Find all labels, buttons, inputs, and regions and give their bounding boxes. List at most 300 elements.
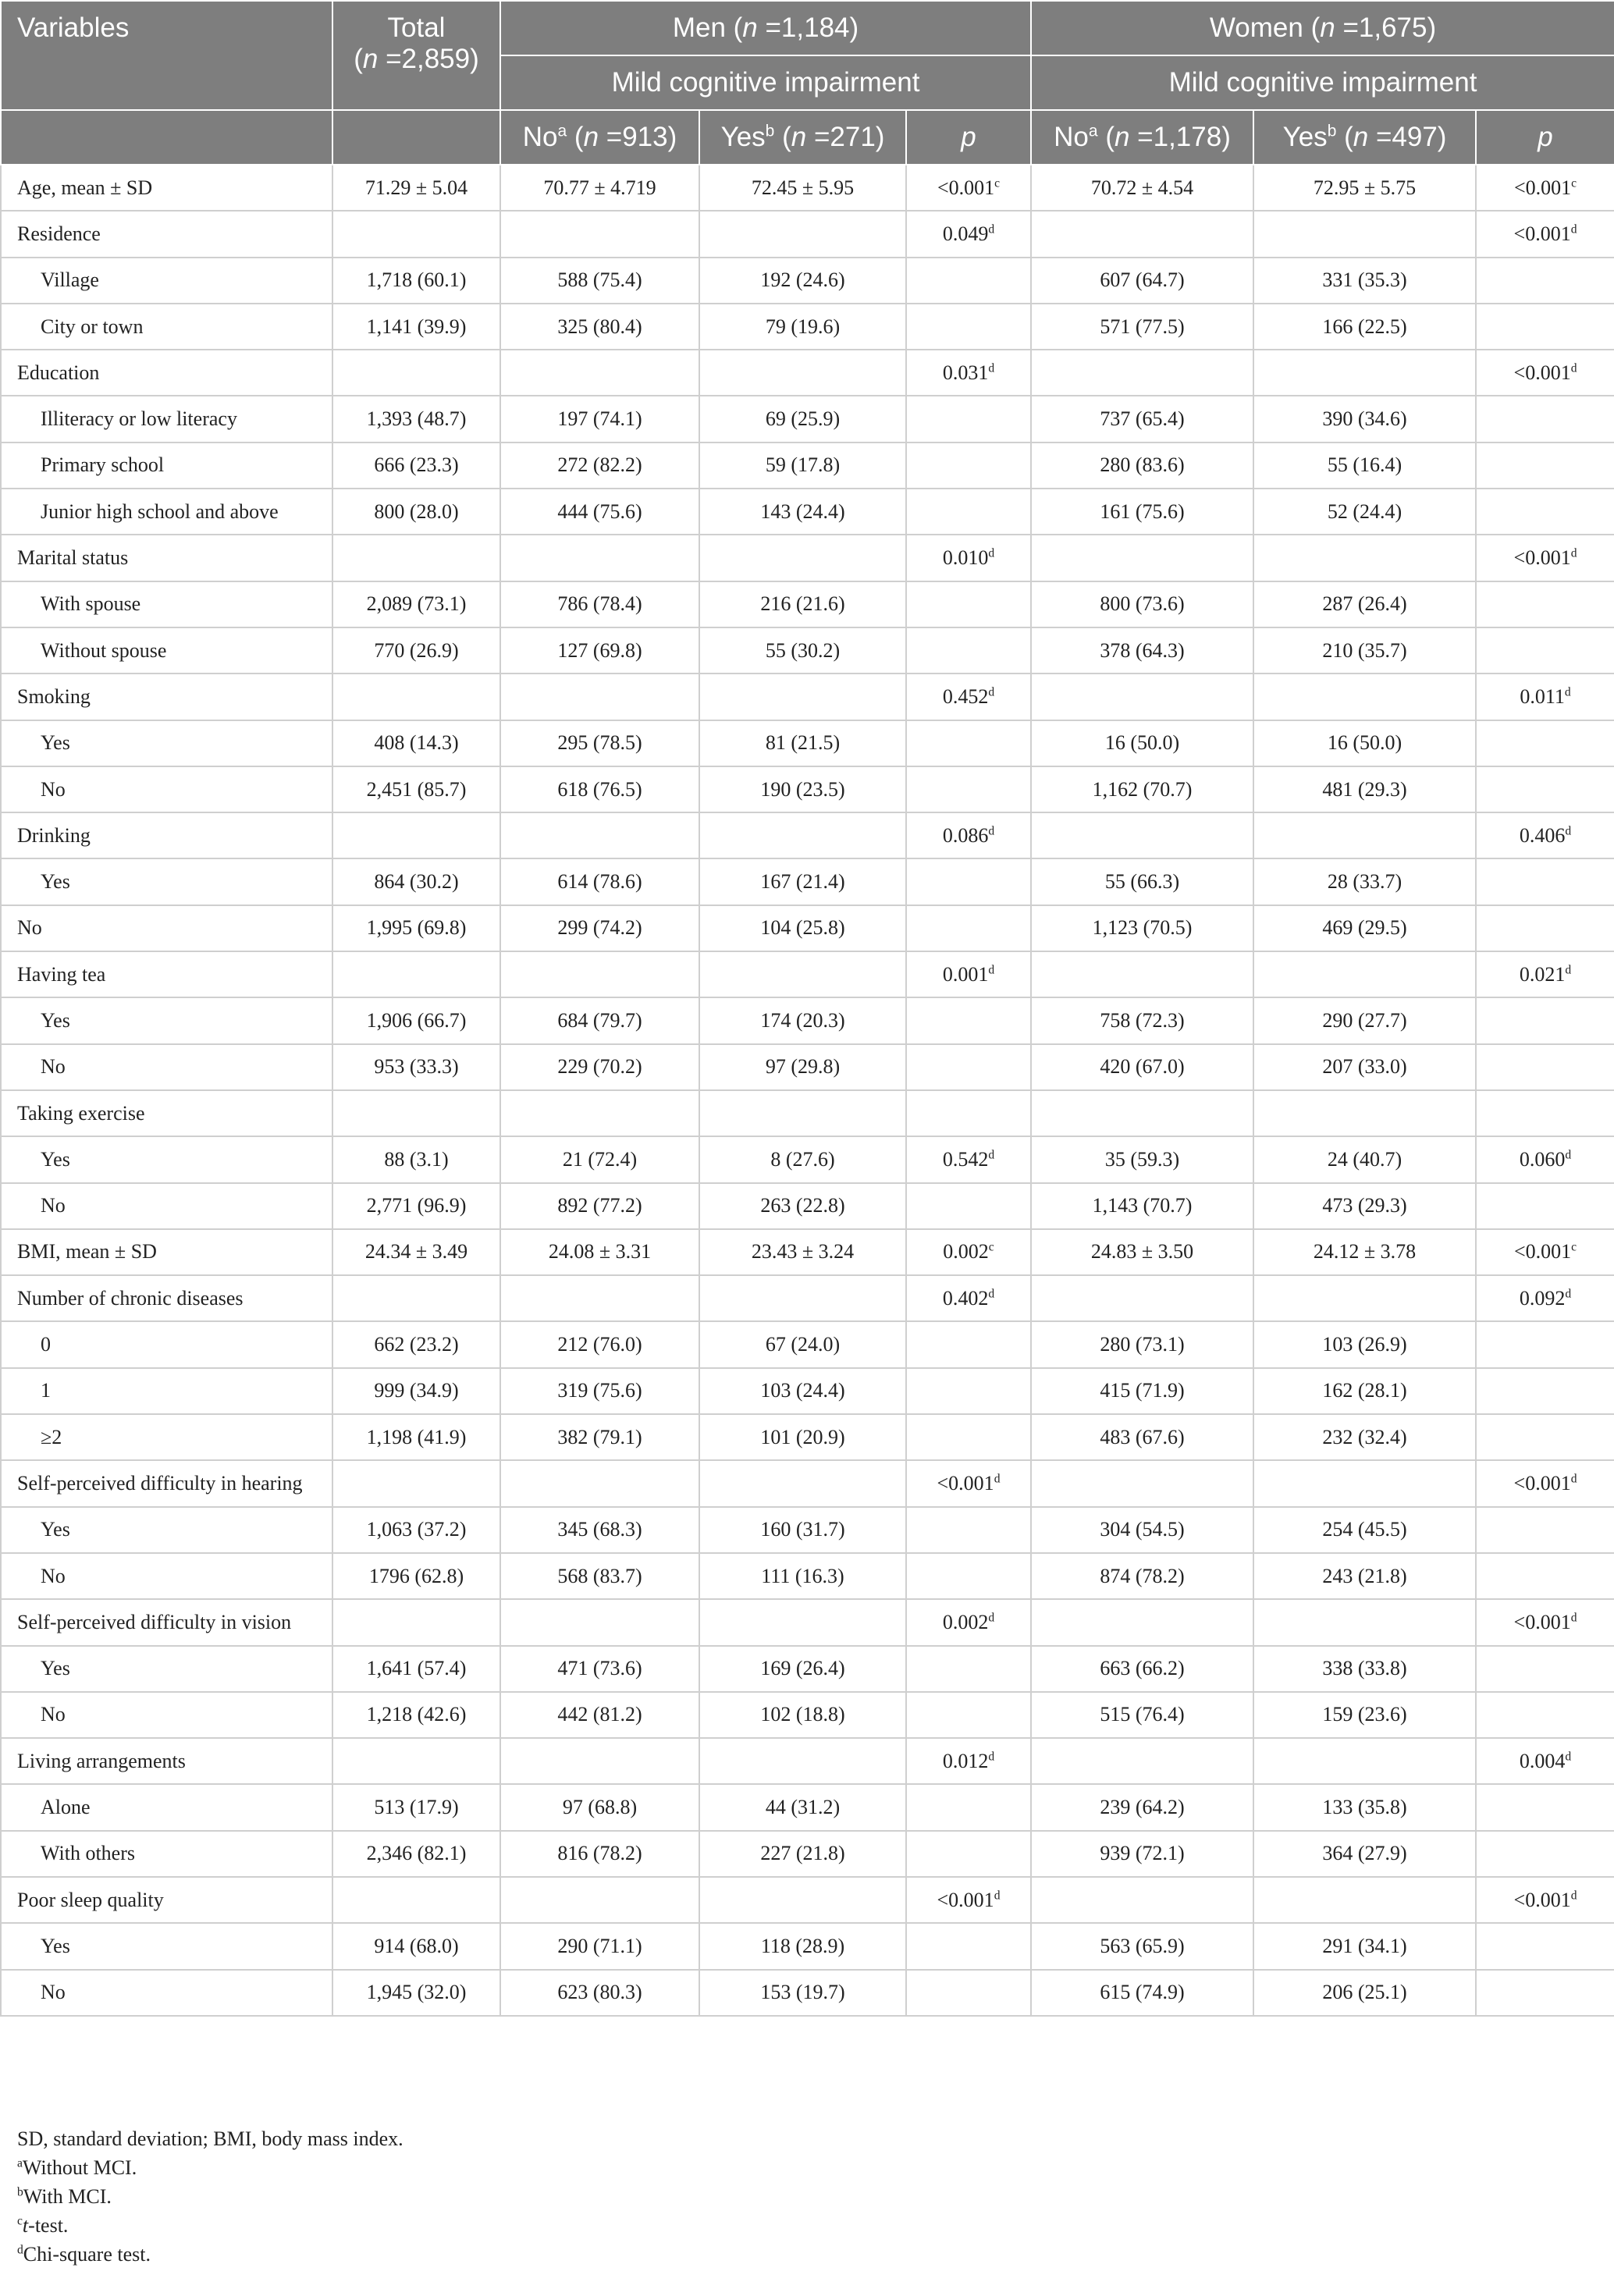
cell-women-p xyxy=(1476,997,1614,1043)
cell-men-yes-value: 118 (28.9) xyxy=(760,1934,845,1957)
cell-men-yes xyxy=(699,1784,906,1830)
header-total-label: Total xyxy=(387,12,446,43)
cell-women-no xyxy=(1031,442,1253,489)
cell-men-no xyxy=(500,951,699,997)
cell-men-no xyxy=(500,304,699,350)
cell-men-yes-value: 153 (19.7) xyxy=(760,1981,845,2004)
cell-women-no xyxy=(1031,1368,1253,1414)
cell-total-value: 1,995 (69.8) xyxy=(366,916,467,940)
cell-men-yes xyxy=(699,951,906,997)
cell-women-yes xyxy=(1253,1460,1476,1506)
row-label-value: No xyxy=(41,777,66,801)
cell-total xyxy=(332,489,500,535)
table-row xyxy=(1,535,1614,581)
table-row xyxy=(1,1784,1614,1830)
cell-women-p-value: <0.001 xyxy=(1513,222,1571,245)
cell-men-yes-value: 192 (24.6) xyxy=(760,268,845,292)
cell-men-no-value: 70.77 ± 4.719 xyxy=(543,176,656,199)
cell-men-yes xyxy=(699,1599,906,1645)
cell-women-p xyxy=(1476,1414,1614,1460)
cell-women-p-footnote-mark: d xyxy=(1565,824,1572,838)
cell-men-p xyxy=(906,1970,1031,2016)
table-row xyxy=(1,1553,1614,1599)
cell-men-no xyxy=(500,1738,699,1784)
cell-women-no xyxy=(1031,951,1253,997)
cell-women-p xyxy=(1476,1970,1614,2016)
table-row xyxy=(1,1599,1614,1645)
cell-women-no-value: 55 (66.3) xyxy=(1104,870,1180,894)
cell-women-p xyxy=(1476,1321,1614,1367)
cell-men-yes xyxy=(699,1414,906,1460)
cell-men-no-value: 892 (77.2) xyxy=(557,1194,642,1217)
cell-men-no xyxy=(500,396,699,442)
cell-women-p xyxy=(1476,720,1614,766)
cell-women-no-value: 304 (54.5) xyxy=(1100,1518,1185,1541)
cell-men-no xyxy=(500,627,699,674)
cell-men-p xyxy=(906,396,1031,442)
cell-men-p xyxy=(906,1275,1031,1321)
cell-total xyxy=(332,1044,500,1090)
table-row xyxy=(1,627,1614,674)
footnote-d-mark: d xyxy=(17,2243,23,2257)
table-row xyxy=(1,812,1614,858)
cell-men-p xyxy=(906,858,1031,905)
cell-total xyxy=(332,258,500,304)
cell-women-no-value: 758 (72.3) xyxy=(1100,1008,1185,1032)
cell-women-p xyxy=(1476,442,1614,489)
cell-women-yes xyxy=(1253,581,1476,627)
row-label-value: No xyxy=(41,1703,66,1726)
cell-total xyxy=(332,720,500,766)
cell-men-p xyxy=(906,1738,1031,1784)
cell-men-no xyxy=(500,1970,699,2016)
header-men-p xyxy=(906,110,1031,165)
cell-total xyxy=(332,1183,500,1229)
cell-women-no xyxy=(1031,1599,1253,1645)
cell-women-yes xyxy=(1253,1275,1476,1321)
cell-total xyxy=(332,1275,500,1321)
cell-women-p xyxy=(1476,396,1614,442)
cell-women-no xyxy=(1031,1970,1253,2016)
cell-men-yes-value: 59 (17.8) xyxy=(765,453,841,477)
cell-women-no xyxy=(1031,1507,1253,1553)
cell-men-p-footnote-mark: d xyxy=(988,1750,995,1764)
cell-women-no-value: 800 (73.6) xyxy=(1100,592,1185,616)
cell-total xyxy=(332,997,500,1043)
cell-total xyxy=(332,951,500,997)
cell-men-yes-value: 55 (30.2) xyxy=(765,638,841,662)
table-row xyxy=(1,165,1614,211)
row-label-value: Primary school xyxy=(41,453,165,477)
row-label xyxy=(1,1831,332,1877)
cell-women-p xyxy=(1476,951,1614,997)
cell-men-no-value: 444 (75.6) xyxy=(557,499,642,523)
cell-women-p-value: <0.001 xyxy=(1513,1888,1571,1911)
footnote-a-mark: a xyxy=(17,2156,23,2170)
cell-men-p xyxy=(906,442,1031,489)
cell-men-no-value: 684 (79.7) xyxy=(557,1008,642,1032)
table-row xyxy=(1,1507,1614,1553)
cell-women-p-footnote-mark: d xyxy=(1570,546,1577,560)
cell-men-no-value: 786 (78.4) xyxy=(557,592,642,616)
cell-women-no xyxy=(1031,304,1253,350)
cell-men-p-value: 0.031 xyxy=(942,361,989,384)
cell-women-no xyxy=(1031,1090,1253,1136)
cell-women-p xyxy=(1476,1553,1614,1599)
table-row xyxy=(1,581,1614,627)
cell-men-p xyxy=(906,1507,1031,1553)
row-label xyxy=(1,581,332,627)
cell-men-yes-value: 101 (20.9) xyxy=(760,1425,845,1448)
table-row xyxy=(1,674,1614,720)
table-row xyxy=(1,1460,1614,1506)
header-women-no-sup: a xyxy=(1088,122,1098,140)
cell-total-value: 999 (34.9) xyxy=(374,1379,459,1402)
cell-total xyxy=(332,1414,500,1460)
cell-women-no xyxy=(1031,1553,1253,1599)
cell-men-yes xyxy=(699,1970,906,2016)
row-label-value: No xyxy=(41,1194,66,1217)
cell-men-yes xyxy=(699,1229,906,1275)
header-mci-men: Mild cognitive impairment xyxy=(500,55,1031,110)
cell-men-no xyxy=(500,1784,699,1830)
footnote-b-mark: b xyxy=(17,2185,23,2199)
cell-women-yes-value: 24 (40.7) xyxy=(1327,1147,1402,1171)
cell-women-yes-value: 287 (26.4) xyxy=(1322,592,1407,616)
cell-men-p xyxy=(906,627,1031,674)
table-row xyxy=(1,211,1614,257)
row-label-value: Alone xyxy=(41,1796,91,1819)
table-row xyxy=(1,720,1614,766)
cell-women-no-value: 378 (64.3) xyxy=(1100,638,1185,662)
cell-women-no xyxy=(1031,1229,1253,1275)
cell-men-p xyxy=(906,766,1031,812)
cell-women-yes xyxy=(1253,304,1476,350)
header-men xyxy=(500,1,1031,55)
cell-total xyxy=(332,674,500,720)
cell-men-no-value: 197 (74.1) xyxy=(557,407,642,431)
cell-women-p xyxy=(1476,350,1614,396)
cell-men-p xyxy=(906,1368,1031,1414)
cell-men-p-footnote-mark: c xyxy=(988,1240,994,1254)
cell-men-no xyxy=(500,1090,699,1136)
cell-women-p-footnote-mark: d xyxy=(1565,963,1572,977)
cell-men-p-value: 0.452 xyxy=(942,684,989,708)
cell-men-p xyxy=(906,951,1031,997)
header-total-n-value: =2,859) xyxy=(378,44,479,74)
cell-men-no xyxy=(500,1553,699,1599)
cell-women-no xyxy=(1031,350,1253,396)
cell-total xyxy=(332,1646,500,1692)
cell-men-yes xyxy=(699,1692,906,1738)
cell-women-p xyxy=(1476,535,1614,581)
cell-women-yes xyxy=(1253,1692,1476,1738)
cell-women-p xyxy=(1476,1738,1614,1784)
cell-total xyxy=(332,1692,500,1738)
row-label-value: No xyxy=(41,1981,66,2004)
cell-women-yes-value: 291 (34.1) xyxy=(1322,1934,1407,1957)
cell-men-no xyxy=(500,1599,699,1645)
cell-men-p-value: 0.012 xyxy=(942,1749,989,1772)
cell-women-no xyxy=(1031,766,1253,812)
cell-men-yes xyxy=(699,766,906,812)
cell-men-no xyxy=(500,165,699,211)
cell-women-p-value: <0.001 xyxy=(1513,1471,1571,1495)
cell-women-yes-value: 28 (33.7) xyxy=(1327,870,1402,894)
cell-total-value: 1,198 (41.9) xyxy=(366,1425,467,1448)
cell-total xyxy=(332,1877,500,1923)
cell-women-yes-value: 166 (22.5) xyxy=(1322,315,1407,338)
cell-women-yes-value: 206 (25.1) xyxy=(1322,1981,1407,2004)
row-label-value: Taking exercise xyxy=(17,1101,145,1125)
cell-men-yes-value: 72.45 ± 5.95 xyxy=(751,176,855,199)
cell-men-yes xyxy=(699,1646,906,1692)
row-label-value: No xyxy=(41,1564,66,1587)
cell-women-no-value: 239 (64.2) xyxy=(1100,1796,1185,1819)
cell-women-p-footnote-mark: c xyxy=(1571,1240,1577,1254)
cell-total xyxy=(332,627,500,674)
header-women-no-val: =1,178) xyxy=(1129,122,1231,152)
row-label xyxy=(1,1553,332,1599)
cell-women-yes xyxy=(1253,1414,1476,1460)
row-label-value: 0 xyxy=(41,1333,51,1356)
cell-men-p-footnote-mark: d xyxy=(988,685,995,699)
cell-men-no-value: 97 (68.8) xyxy=(562,1796,638,1819)
cell-men-no xyxy=(500,674,699,720)
cell-women-yes xyxy=(1253,165,1476,211)
row-label-value: Yes xyxy=(41,731,70,755)
cell-total-value: 2,089 (73.1) xyxy=(366,592,467,616)
cell-men-yes-value: 111 (16.3) xyxy=(761,1564,844,1587)
cell-women-p-value: <0.001 xyxy=(1513,1240,1572,1264)
cell-women-no-value: 483 (67.6) xyxy=(1100,1425,1185,1448)
cell-women-yes xyxy=(1253,1646,1476,1692)
cell-women-yes-value: 72.95 ± 5.75 xyxy=(1313,176,1417,199)
row-label xyxy=(1,1460,332,1506)
cell-total-value: 1,393 (48.7) xyxy=(366,407,467,431)
row-label xyxy=(1,1599,332,1645)
cell-women-no xyxy=(1031,858,1253,905)
header-variables-spacer xyxy=(1,110,332,165)
cell-men-yes xyxy=(699,258,906,304)
table-row xyxy=(1,442,1614,489)
cell-women-yes xyxy=(1253,1044,1476,1090)
row-label-value: Without spouse xyxy=(41,638,167,662)
row-label-value: Junior high school and above xyxy=(41,499,279,523)
cell-women-p xyxy=(1476,627,1614,674)
row-label-value: Yes xyxy=(41,1934,70,1957)
cell-women-no xyxy=(1031,1136,1253,1182)
cell-men-yes-value: 143 (24.4) xyxy=(760,499,845,523)
cell-men-p-footnote-mark: d xyxy=(988,963,995,977)
cell-women-yes xyxy=(1253,674,1476,720)
cell-women-p xyxy=(1476,674,1614,720)
cell-men-p xyxy=(906,1831,1031,1877)
cell-women-yes-value: 331 (35.3) xyxy=(1322,268,1407,292)
cell-women-yes-value: 232 (32.4) xyxy=(1322,1425,1407,1448)
cell-total-value: 1,063 (37.2) xyxy=(366,1518,467,1541)
cell-men-yes-value: 8 (27.6) xyxy=(770,1147,835,1171)
cell-women-no xyxy=(1031,997,1253,1043)
row-label xyxy=(1,442,332,489)
cell-women-p xyxy=(1476,1646,1614,1692)
header-men-no-n: n xyxy=(583,122,599,152)
header-men-yes-sup: b xyxy=(765,122,775,140)
cell-men-p-footnote-mark: d xyxy=(994,1472,1001,1486)
cell-women-p xyxy=(1476,905,1614,951)
cell-women-yes-value: 55 (16.4) xyxy=(1327,453,1402,477)
cell-total xyxy=(332,812,500,858)
row-label xyxy=(1,1738,332,1784)
cell-women-yes-value: 24.12 ± 3.78 xyxy=(1313,1240,1417,1264)
cell-women-p xyxy=(1476,489,1614,535)
cell-women-yes xyxy=(1253,1321,1476,1367)
cell-women-yes-value: 16 (50.0) xyxy=(1327,731,1402,755)
cell-women-no-value: 161 (75.6) xyxy=(1100,499,1185,523)
row-label-value: Yes xyxy=(41,1008,70,1032)
cell-men-p-value: 0.402 xyxy=(942,1286,989,1310)
cell-men-no xyxy=(500,1923,699,1969)
table-row xyxy=(1,350,1614,396)
cell-total-value: 953 (33.3) xyxy=(374,1055,459,1079)
cell-women-no xyxy=(1031,720,1253,766)
cell-women-yes xyxy=(1253,1831,1476,1877)
cell-women-yes xyxy=(1253,905,1476,951)
cell-men-p xyxy=(906,812,1031,858)
cell-women-yes-value: 210 (35.7) xyxy=(1322,638,1407,662)
cell-men-no xyxy=(500,1229,699,1275)
row-label xyxy=(1,627,332,674)
header-men-p-label: p xyxy=(961,122,976,152)
cell-women-no-value: 1,123 (70.5) xyxy=(1092,916,1193,940)
cell-men-no xyxy=(500,1877,699,1923)
cell-women-no-value: 24.83 ± 3.50 xyxy=(1090,1240,1194,1264)
table-row xyxy=(1,1692,1614,1738)
cell-women-p-value: 0.406 xyxy=(1519,823,1566,847)
cell-women-no xyxy=(1031,396,1253,442)
cell-women-yes xyxy=(1253,1877,1476,1923)
cell-men-yes-value: 103 (24.4) xyxy=(760,1379,845,1402)
cell-men-no xyxy=(500,905,699,951)
row-label-value: Marital status xyxy=(17,546,129,570)
header-men-no-sup: a xyxy=(557,122,567,140)
cell-women-p xyxy=(1476,211,1614,257)
cell-men-no xyxy=(500,1646,699,1692)
cell-men-yes-value: 216 (21.6) xyxy=(760,592,845,616)
cell-total-value: 864 (30.2) xyxy=(374,870,459,894)
cell-women-yes-value: 473 (29.3) xyxy=(1322,1194,1407,1217)
cell-men-no-value: 21 (72.4) xyxy=(562,1147,638,1171)
cell-women-yes-value: 364 (27.9) xyxy=(1322,1842,1407,1865)
cell-men-p xyxy=(906,720,1031,766)
cell-men-no xyxy=(500,1044,699,1090)
cell-men-p xyxy=(906,674,1031,720)
cell-total xyxy=(332,1136,500,1182)
cell-men-p-footnote-mark: d xyxy=(988,546,995,560)
cell-women-no xyxy=(1031,1321,1253,1367)
cell-men-no-value: 471 (73.6) xyxy=(557,1657,642,1680)
cell-men-no xyxy=(500,1507,699,1553)
cell-men-yes xyxy=(699,211,906,257)
row-label-value: Self-perceived difficulty in vision xyxy=(17,1610,292,1633)
cell-total xyxy=(332,1090,500,1136)
cell-women-p-value: 0.092 xyxy=(1519,1286,1566,1310)
cell-women-p xyxy=(1476,1368,1614,1414)
cell-men-yes xyxy=(699,1738,906,1784)
row-label-value: Yes xyxy=(41,1147,70,1171)
table-row xyxy=(1,1414,1614,1460)
row-label xyxy=(1,1229,332,1275)
cell-men-p xyxy=(906,905,1031,951)
row-label xyxy=(1,905,332,951)
cell-total xyxy=(332,1970,500,2016)
cell-women-no xyxy=(1031,1692,1253,1738)
cell-men-no-value: 290 (71.1) xyxy=(557,1934,642,1957)
row-label xyxy=(1,304,332,350)
cell-women-yes xyxy=(1253,1553,1476,1599)
cell-women-p xyxy=(1476,858,1614,905)
cell-men-no xyxy=(500,720,699,766)
cell-women-p-footnote-mark: d xyxy=(1565,1148,1572,1162)
cell-men-p xyxy=(906,1414,1031,1460)
cell-men-p-footnote-mark: d xyxy=(988,824,995,838)
table-row xyxy=(1,1646,1614,1692)
row-label-value: Yes xyxy=(41,870,70,894)
cell-women-p xyxy=(1476,1275,1614,1321)
cell-women-no xyxy=(1031,165,1253,211)
cell-men-p xyxy=(906,489,1031,535)
cell-men-p xyxy=(906,1229,1031,1275)
cell-women-yes xyxy=(1253,350,1476,396)
cell-men-p-value: 0.542 xyxy=(942,1147,989,1171)
row-label xyxy=(1,674,332,720)
header-women-n: n xyxy=(1320,12,1335,43)
cell-men-p-value: <0.001 xyxy=(937,176,995,199)
cell-men-no xyxy=(500,997,699,1043)
cell-men-no xyxy=(500,1183,699,1229)
row-label-value: Illiteracy or low literacy xyxy=(41,407,237,431)
row-label-value: Smoking xyxy=(17,684,91,708)
cell-women-p-footnote-mark: d xyxy=(1570,1472,1577,1486)
cell-men-p xyxy=(906,581,1031,627)
cell-men-no xyxy=(500,1136,699,1182)
cell-women-no xyxy=(1031,1646,1253,1692)
cell-men-no xyxy=(500,1368,699,1414)
cell-men-no xyxy=(500,442,699,489)
cell-total xyxy=(332,211,500,257)
cell-men-yes xyxy=(699,627,906,674)
cell-men-no-value: 299 (74.2) xyxy=(557,916,642,940)
row-label-value: No xyxy=(41,1055,66,1079)
cell-total-value: 770 (26.9) xyxy=(374,638,459,662)
cell-women-yes xyxy=(1253,1183,1476,1229)
cell-women-p-footnote-mark: d xyxy=(1570,361,1577,375)
cell-men-yes xyxy=(699,720,906,766)
cell-total xyxy=(332,535,500,581)
cell-total xyxy=(332,1229,500,1275)
cell-women-yes-value: 338 (33.8) xyxy=(1322,1657,1407,1680)
cell-men-p-value: 0.086 xyxy=(942,823,989,847)
cell-women-yes-value: 243 (21.8) xyxy=(1322,1564,1407,1587)
cell-women-yes xyxy=(1253,1507,1476,1553)
cell-men-yes xyxy=(699,812,906,858)
cell-women-no-value: 280 (83.6) xyxy=(1100,453,1185,477)
cell-men-yes xyxy=(699,350,906,396)
cell-men-p xyxy=(906,1321,1031,1367)
cell-total-value: 1,945 (32.0) xyxy=(366,1981,467,2004)
cell-men-no-value: 295 (78.5) xyxy=(557,731,642,755)
cell-men-p-value: 0.002 xyxy=(943,1240,989,1264)
